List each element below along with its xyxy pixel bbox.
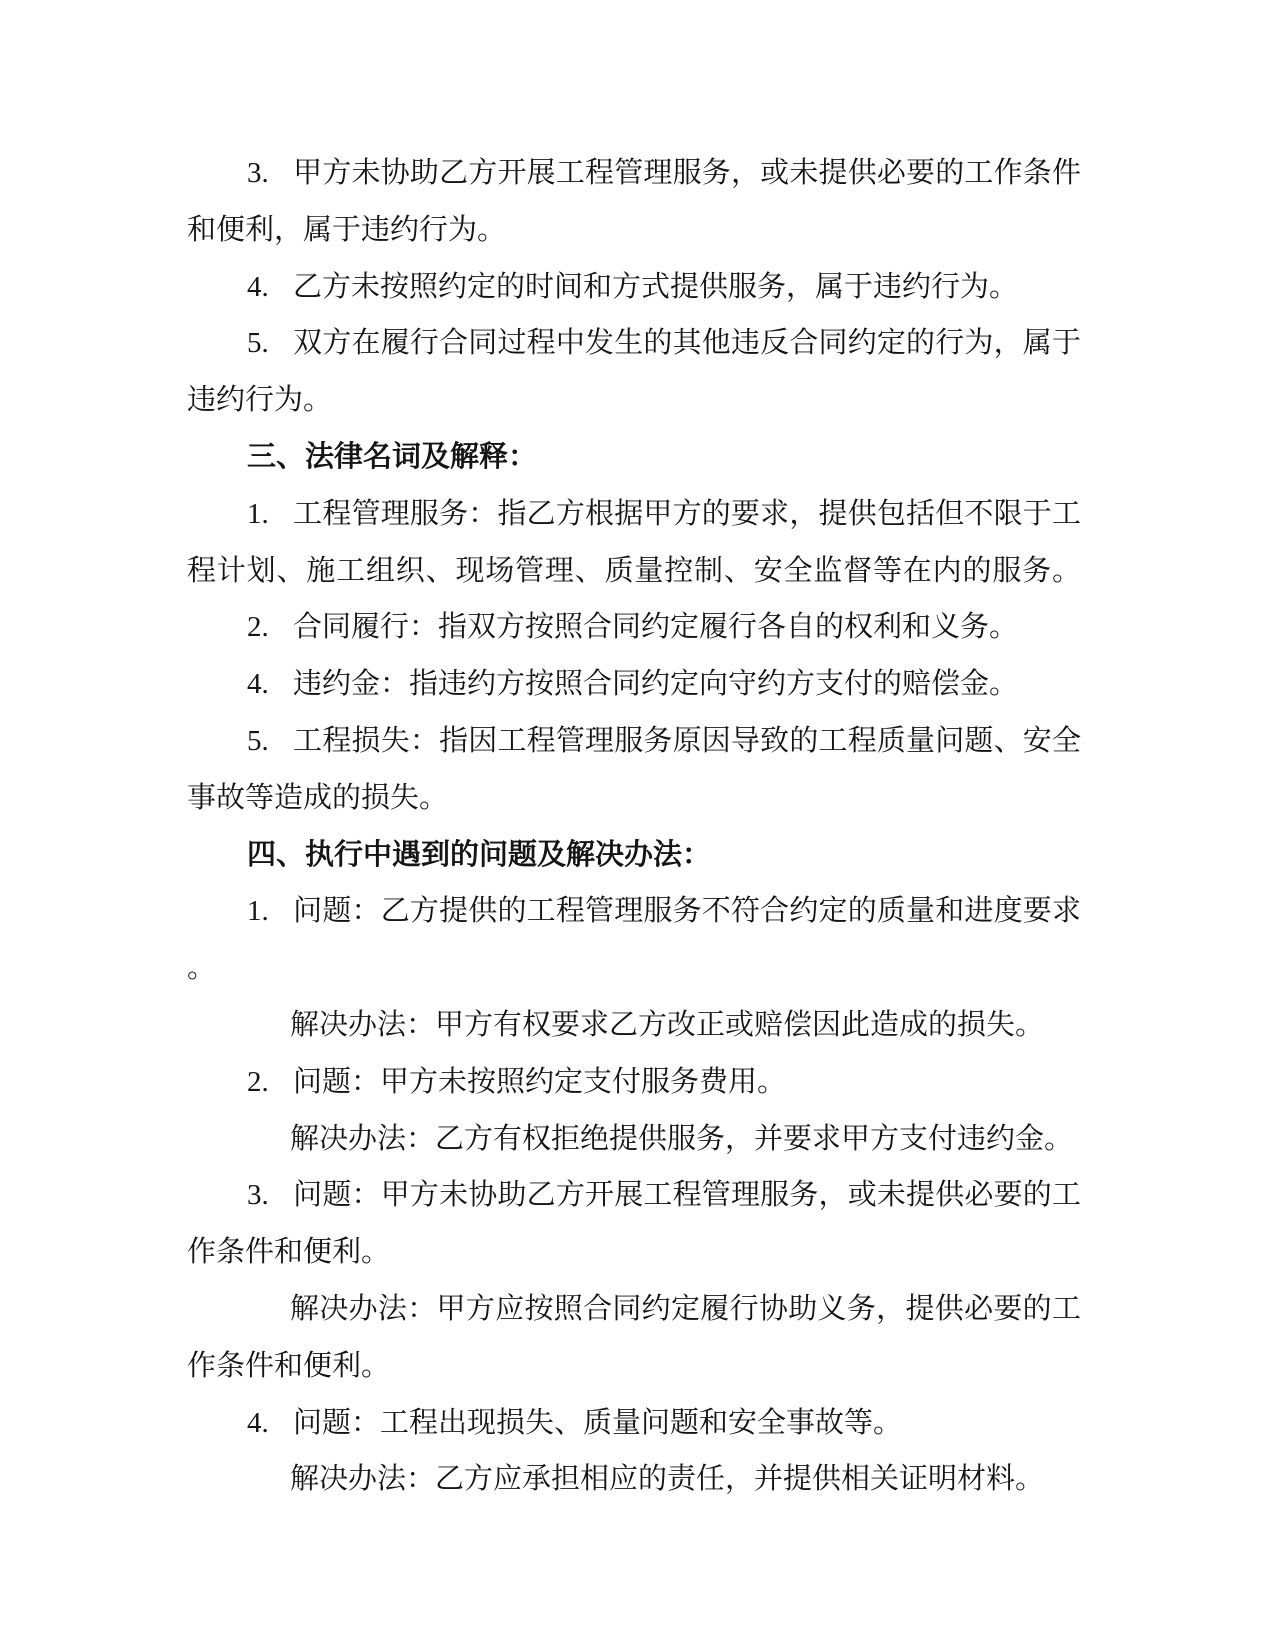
solution-line: [187, 997, 1081, 1054]
clause-line: [187, 202, 1081, 259]
clause-line: [187, 372, 1081, 429]
clause-text: 工程损失：指因工程管理服务原因导致的工程质量问题、安全: [293, 724, 1081, 757]
clause-text: 问题：乙方提供的工程管理服务不符合约定的质量和进度要求: [293, 895, 1081, 928]
clause-number: 2.: [247, 1065, 269, 1098]
solution-line: [187, 1451, 1081, 1508]
clause-number: 5.: [247, 724, 269, 757]
clause-text: 甲方未协助乙方开展工程管理服务，或未提供必要的工作条件: [293, 157, 1081, 189]
section-heading-problems-solutions: [187, 827, 1081, 884]
section-heading-legal-terms: [187, 429, 1081, 486]
heading-text: 四、执行中遇到的问题及解决办法：: [247, 838, 712, 871]
clause-text: 作条件和便利。: [187, 1236, 391, 1269]
clause-line: [187, 1167, 1081, 1224]
clause-line: [187, 656, 1081, 713]
clause-number: 4.: [247, 1406, 269, 1439]
clause-text: 违约行为。: [187, 384, 333, 417]
clause-text: 解决办法：乙方有权拒绝提供服务，并要求甲方支付违约金。: [290, 1122, 1074, 1155]
clause-text: 工程管理服务：指乙方根据甲方的要求，提供包括但不限于工: [293, 497, 1081, 530]
clause-text: 问题：工程出现损失、质量问题和安全事故等。: [293, 1406, 903, 1439]
clause-line: [187, 543, 1081, 600]
document-body: [187, 145, 1081, 1508]
clause-line: [187, 145, 1081, 202]
clause-text: 。: [187, 952, 217, 985]
clause-line: [187, 599, 1081, 656]
clause-text: 双方在履行合同过程中发生的其他违反合同约定的行为，属于: [293, 327, 1081, 360]
clause-text: 解决办法：甲方应按照合同约定履行协助义务，提供必要的工: [290, 1292, 1081, 1325]
heading-text: 三、法律名词及解释：: [247, 440, 538, 473]
clause-number: 1.: [247, 497, 269, 530]
clause-text: 问题：甲方未协助乙方开展工程管理服务，或未提供必要的工: [293, 1179, 1081, 1212]
clause-number: 4.: [247, 668, 269, 701]
clause-text: 乙方未按照约定的时间和方式提供服务，属于违约行为。: [293, 270, 1019, 303]
clause-line: [187, 940, 1081, 997]
clause-line: [187, 1338, 1081, 1395]
clause-text: 和便利，属于违约行为。: [187, 213, 507, 246]
solution-line: [187, 1281, 1081, 1338]
clause-line: [187, 770, 1081, 827]
clause-text: 程计划、施工组织、现场管理、质量控制、安全监督等在内的服务。: [187, 554, 1081, 587]
clause-text: 解决办法：甲方有权要求乙方改正或赔偿因此造成的损失。: [290, 1008, 1045, 1041]
clause-number: 3.: [247, 157, 269, 189]
solution-line: [187, 1111, 1081, 1168]
clause-number: 5.: [247, 327, 269, 360]
clause-number: 4.: [247, 270, 269, 303]
clause-text: 作条件和便利。: [187, 1349, 391, 1382]
clause-number: 2.: [247, 611, 269, 644]
clause-text: 违约金：指违约方按照合同约定向守约方支付的赔偿金。: [293, 668, 1019, 701]
clause-text: 解决办法：乙方应承担相应的责任，并提供相关证明材料。: [290, 1463, 1045, 1496]
clause-number: 1.: [247, 895, 269, 928]
clause-line: [187, 713, 1081, 770]
clause-line: [187, 259, 1081, 316]
clause-text: 合同履行：指双方按照合同约定履行各自的权利和义务。: [293, 611, 1019, 644]
clause-line: [187, 883, 1081, 940]
clause-text: 事故等造成的损失。: [187, 781, 449, 814]
clause-line: [187, 1395, 1081, 1452]
clause-text: 问题：甲方未按照约定支付服务费用。: [293, 1065, 787, 1098]
clause-number: 3.: [247, 1179, 269, 1212]
clause-line: [187, 1054, 1081, 1111]
clause-line: [187, 315, 1081, 372]
clause-line: [187, 486, 1081, 543]
clause-line: [187, 1224, 1081, 1281]
